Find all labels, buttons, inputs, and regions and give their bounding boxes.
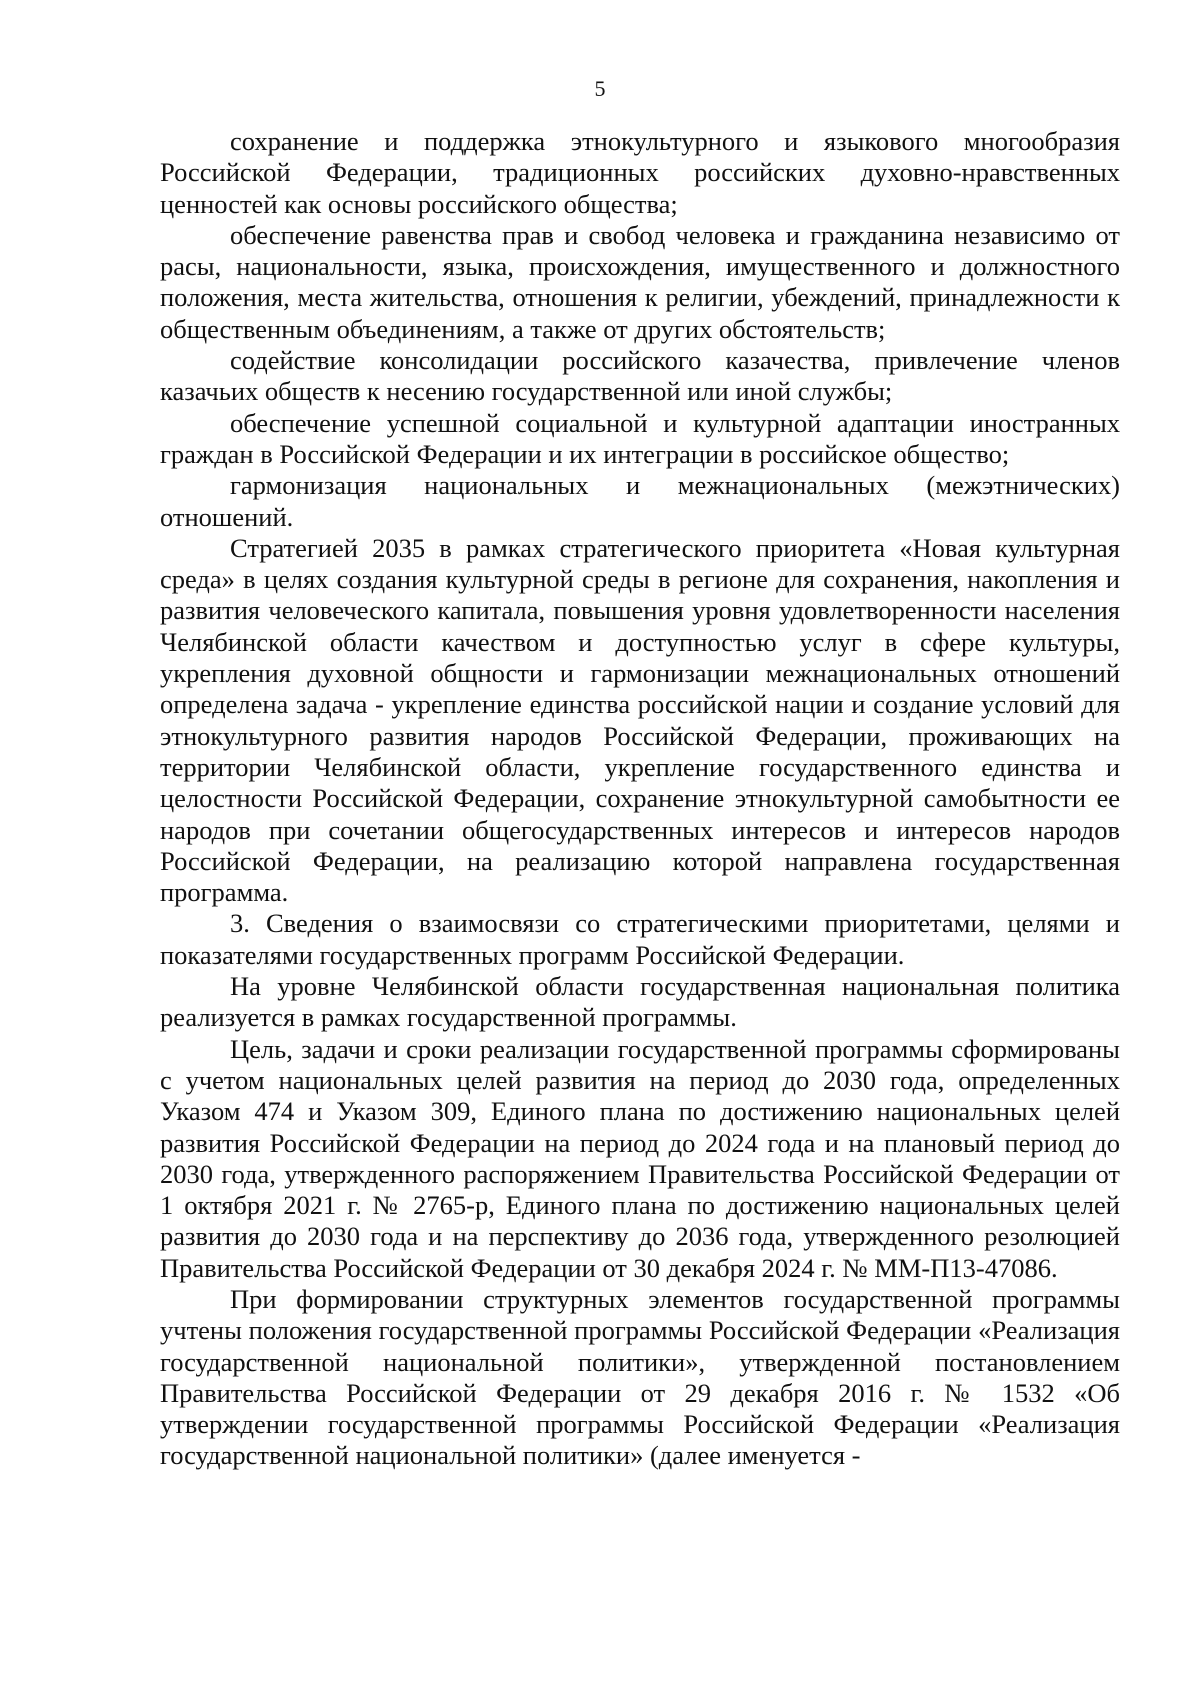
paragraph: Цель, задачи и сроки реализации государственной программы сформированы с учетом национальных целей развития на период до 2030 года, определенных Указом 474 и Указом 309, Единого плана по достижению национальных целей развития Российской Федерации на период до 2024 года и на плановый период до 2030 года, утвержденного распоряжением Правительства Российской Федерации от 1 октября 2021 г. № 2765-р, Единого плана по достижению национальных целей развития до 2030 года и на перспективу до 2036 года, утвержденного резолюцией Правительства Российской Федерации от 30 декабря 2024 г. № ММ-П13-47086. xyxy=(160,1033,1120,1283)
paragraph: обеспечение равенства прав и свобод человека и гражданина независимо от расы, национальности, языка, происхождения, имущественного и должностного положения, места жительства, отношения к религии, убеждений, принадлежности к общественным объединениям, а также от других обстоятельств; xyxy=(160,219,1120,344)
paragraph: гармонизация национальных и межнациональных (межэтнических) отношений. xyxy=(160,470,1120,532)
page-number: 5 xyxy=(594,76,606,101)
paragraph: На уровне Челябинской области государственная национальная политика реализуется в рамках государственной программы. xyxy=(160,971,1120,1033)
section-heading-paragraph: 3. Сведения о взаимосвязи со стратегическими приоритетами, целями и показателями государственных программ Российской Федерации. xyxy=(160,908,1120,970)
paragraph: При формировании структурных элементов государственной программы учтены положения государственной программы Российской Федерации «Реализация государственной национальной политики», утвержденной постановлением Правительства Российской Федерации от 29 декабря 2016 г. № 1532 «Об утверждении государственной программы Российской Федерации «Реализация государственной национальной политики» (далее именуется - xyxy=(160,1283,1120,1471)
paragraph: Стратегией 2035 в рамках стратегического приоритета «Новая культурная среда» в целях создания культурной среды в регионе для сохранения, накопления и развития человеческого капитала, повышения уровня удовлетворенности населения Челябинской области качеством и доступностью услуг в сфере культуры, укрепления духовной общности и гармонизации межнациональных отношений определена задача - укрепление единства российской нации и создание условий для этнокультурного развития народов Российской Федерации, проживающих на территории Челябинской области, укрепление государственного единства и целостности Российской Федерации, сохранение этнокультурной самобытности ее народов при сочетании общегосударственных интересов и интересов народов Российской Федерации, на реализацию которой направлена государственная программа. xyxy=(160,532,1120,908)
paragraph: сохранение и поддержка этнокультурного и языкового многообразия Российской Федерации, традиционных российских духовно-нравственных ценностей как основы российского общества; xyxy=(160,126,1120,219)
paragraph: обеспечение успешной социальной и культурной адаптации иностранных граждан в Российской Федерации и их интеграции в российское общество; xyxy=(160,407,1120,469)
paragraph: содействие консолидации российского казачества, привлечение членов казачьих обществ к несению государственной или иной службы; xyxy=(160,345,1120,407)
document-body xyxy=(160,126,1120,1472)
